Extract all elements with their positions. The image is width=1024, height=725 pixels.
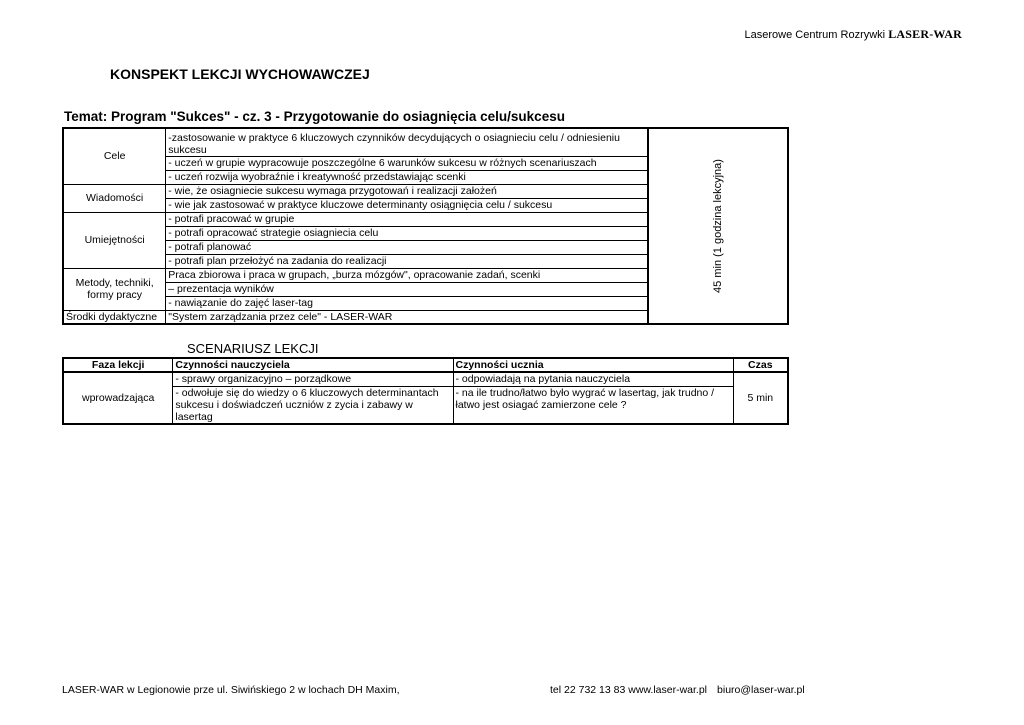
header-phase: Faza lekcji — [63, 358, 173, 372]
footer-contact — [550, 684, 805, 696]
time-cell: 5 min — [733, 372, 788, 424]
cele-item: - uczeń rozwija wyobraźnie i kreatywność przedstawiając scenki — [166, 170, 648, 184]
wiadomosci-item: - wie, że osiagniecie sukcesu wymaga przygotowań i realizacji założeń — [166, 184, 648, 198]
page-header — [745, 27, 962, 42]
srodki-item: "System zarządzania przez cele" - LASER-WAR — [166, 310, 648, 324]
scenario-header-row — [63, 358, 788, 372]
lesson-topic: Temat: Program "Sukces" - cz. 3 - Przygotowanie do osiagnięcia celu/sukcesu — [64, 109, 565, 124]
student-activity: - na ile trudno/łatwo było wygrać w lasertag, jak trudno / łatwo jest osiagać zamierzone cele ? — [453, 386, 733, 424]
footer-phone-www: tel 22 732 13 83 www.laser-war.pl — [550, 684, 708, 696]
header-time: Czas — [733, 358, 788, 372]
footer-email: biuro@laser-war.pl — [717, 684, 805, 696]
header-teacher: Czynności nauczyciela — [173, 358, 453, 372]
document-title: KONSPEKT LEKCJI WYCHOWAWCZEJ — [110, 66, 370, 82]
umiejetnosci-item: - potrafi opracować strategie osiagniecia celu — [166, 226, 648, 240]
teacher-activity: - sprawy organizacyjno – porządkowe — [173, 372, 453, 386]
objectives-table — [62, 127, 789, 325]
scenario-row — [63, 372, 788, 386]
student-activity: - odpowiadają na pytania nauczyciela — [453, 372, 733, 386]
umiejetnosci-item: - potrafi planować — [166, 240, 648, 254]
metody-item: – prezentacja wyników — [166, 282, 648, 296]
header-student: Czynności ucznia — [453, 358, 733, 372]
footer-address: LASER-WAR w Legionowie prze ul. Siwińskiego 2 w lochach DH Maxim, — [62, 684, 400, 696]
metody-item: - nawiązanie do zajęć laser-tag — [166, 296, 648, 310]
brand-logo-text: LASER-WAR — [888, 27, 962, 41]
metody-item: Praca zbiorowa i praca w grupach, „burza mózgów", opracowanie zadań, scenki — [166, 268, 648, 282]
metody-label: Metody, techniki, formy pracy — [63, 268, 166, 310]
phase-cell: wprowadzająca — [63, 372, 173, 424]
cele-label: Cele — [63, 128, 166, 184]
teacher-activity: - odwołuje się do wiedzy o 6 kluczowych determinantach sukcesu i doświadczeń uczniów z zycia i zabawy w lasertag — [173, 386, 453, 424]
duration-cell — [648, 128, 788, 324]
scenario-title: SCENARIUSZ LEKCJI — [187, 341, 319, 356]
wiadomosci-label: Wiadomości — [63, 184, 166, 212]
scenario-table — [62, 357, 789, 425]
cele-item: - uczeń w grupie wypracowuje poszczególne 6 warunków sukcesu w różnych scenariuszach — [166, 156, 648, 170]
umiejetnosci-item: - potrafi plan przełożyć na zadania do realizacji — [166, 254, 648, 268]
duration-text: 45 min (1 godzina lekcyjna) — [712, 159, 725, 293]
company-name: Laserowe Centrum Rozrywki — [744, 29, 886, 41]
umiejetnosci-item: - potrafi pracować w grupie — [166, 212, 648, 226]
srodki-label: Środki dydaktyczne — [63, 310, 166, 324]
umiejetnosci-label: Umiejętności — [63, 212, 166, 268]
cele-item: -zastosowanie w praktyce 6 kluczowych czynników decydujących o osiagnieciu celu / odniesieniu sukcesu — [166, 128, 648, 156]
wiadomosci-item: - wie jak zastosować w praktyce kluczowe determinanty osiągnięcia celu / sukcesu — [166, 198, 648, 212]
